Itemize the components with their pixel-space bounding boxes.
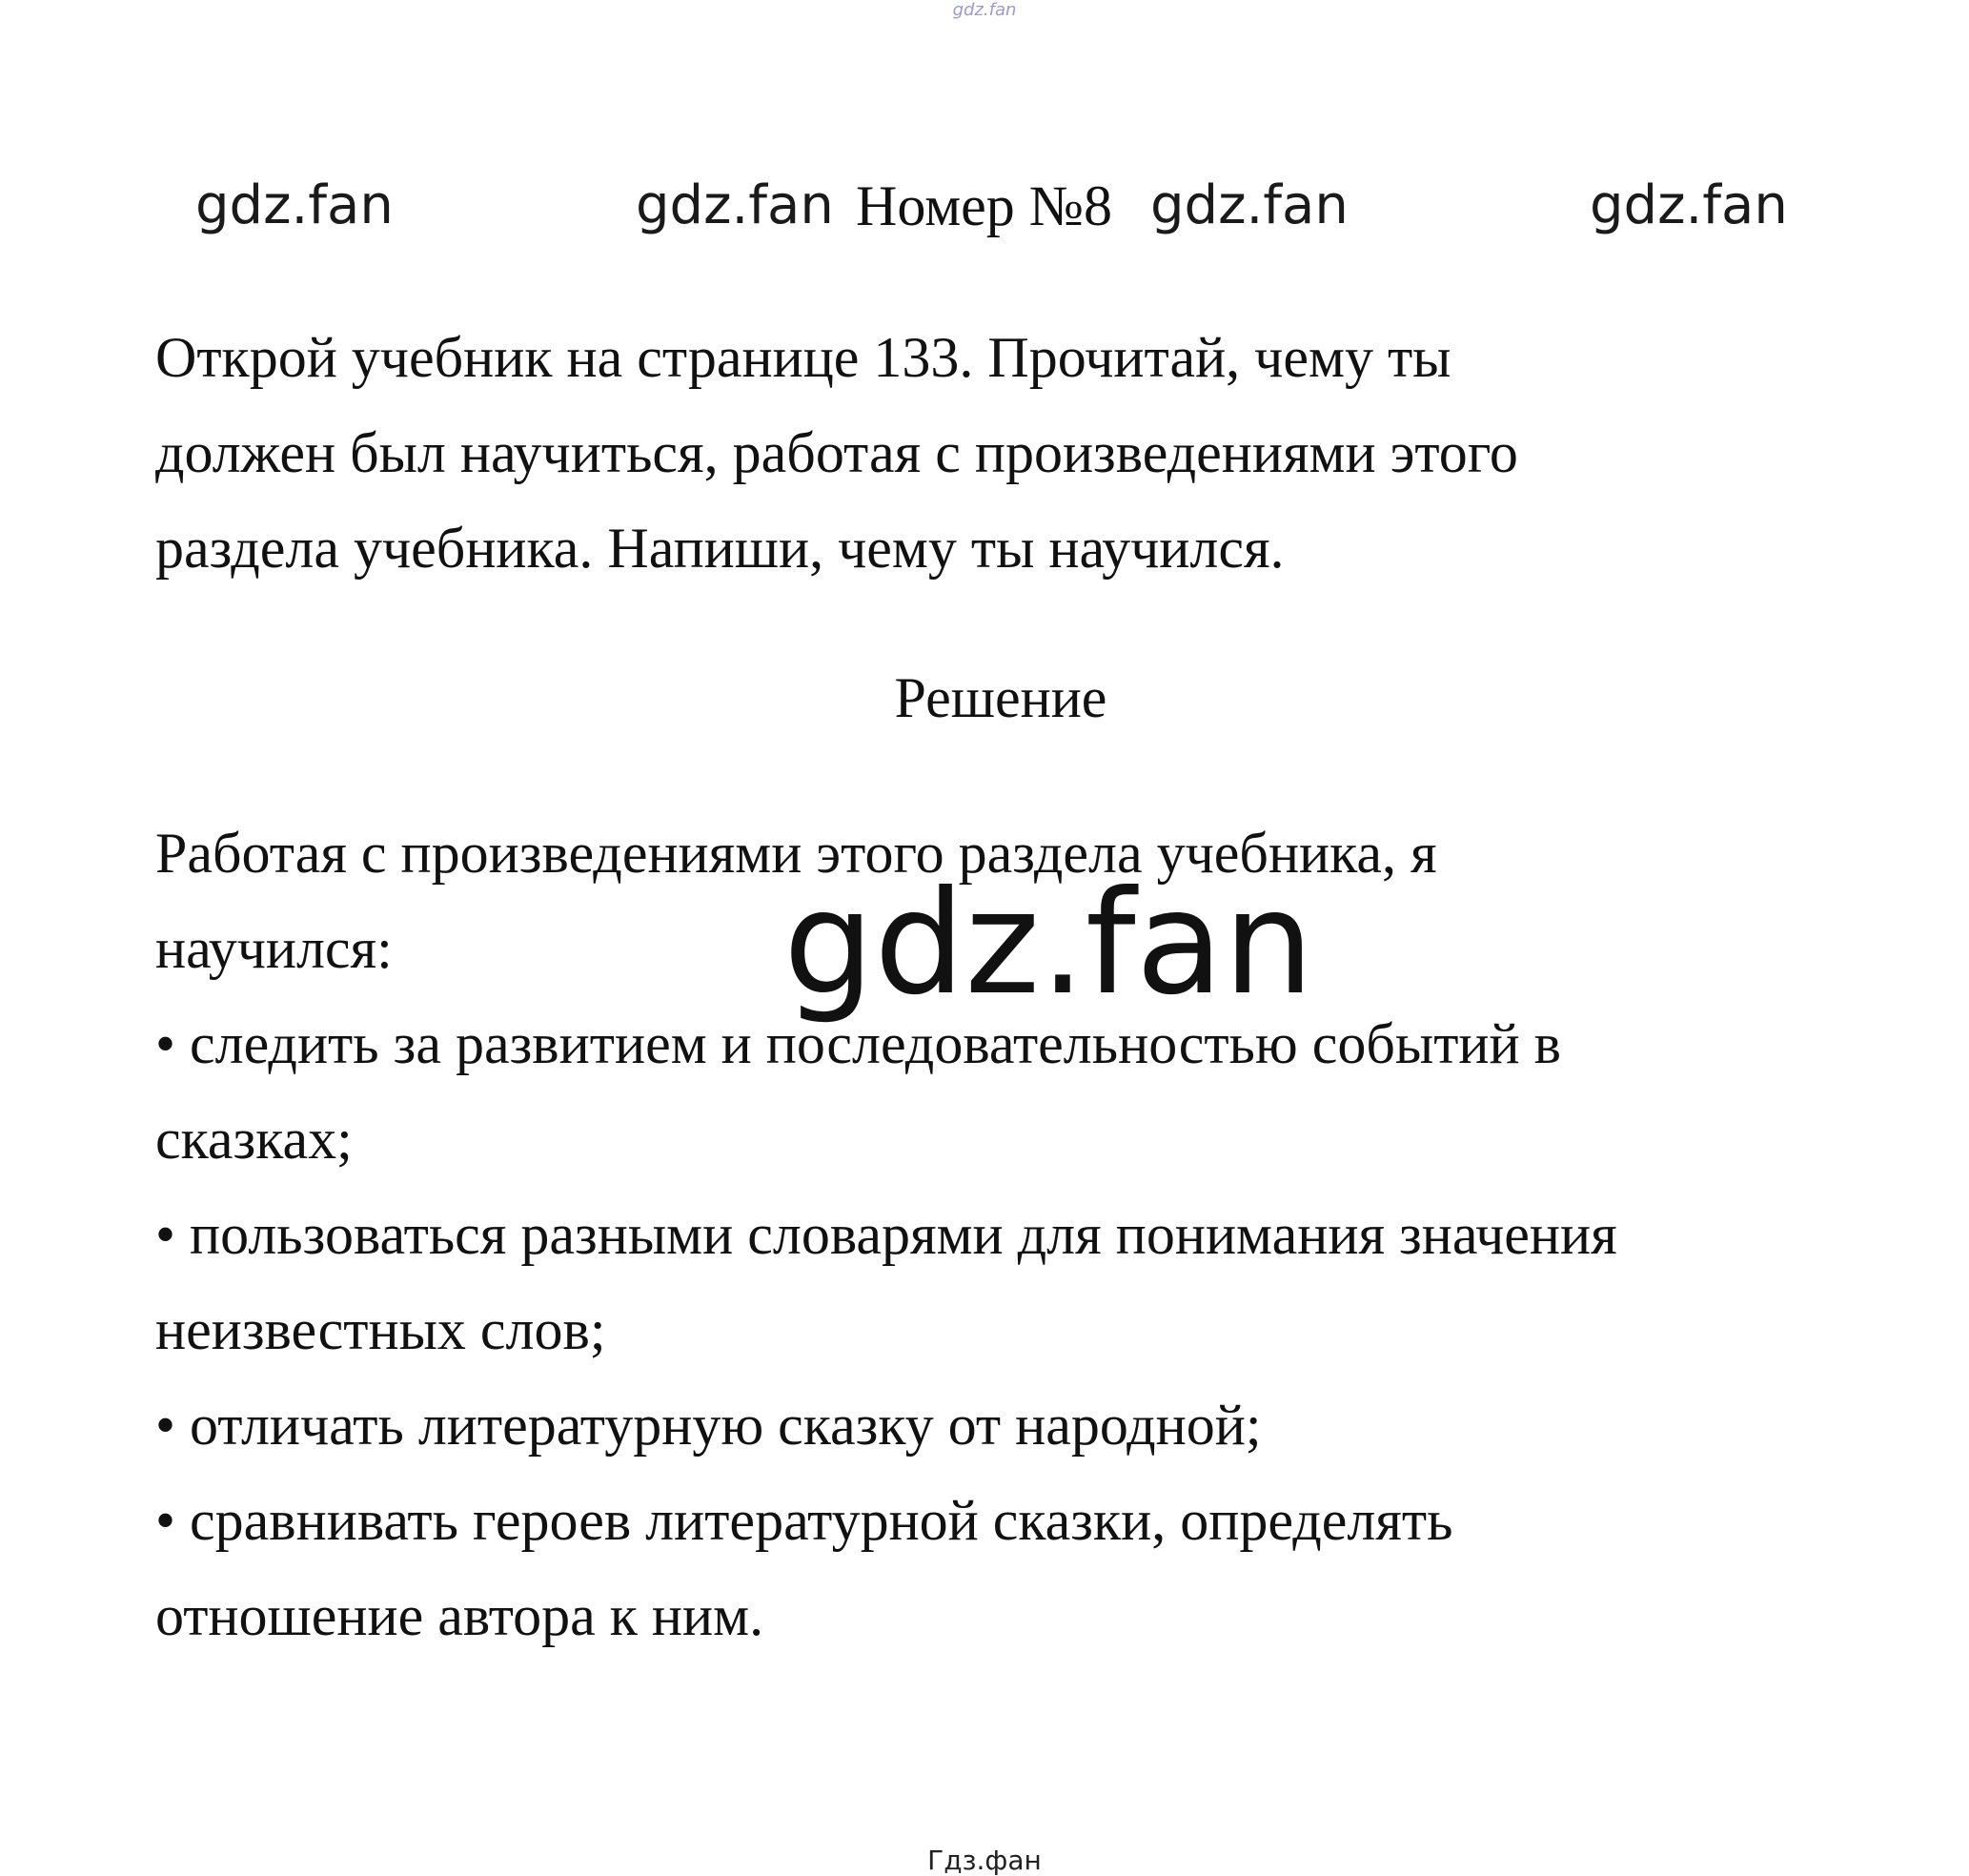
task-text <box>155 310 1518 596</box>
header-watermark-4: gdz.fan <box>1590 174 1788 236</box>
list-item <box>155 1377 1617 1473</box>
page-title: Номер №8 <box>856 174 1113 237</box>
task-line: должен был научиться, работая с произведениями этого <box>155 421 1518 484</box>
list-item-line: • следить за развитием и последовательностью событий в <box>155 1012 1561 1075</box>
list-item-line: отношение автора к ним. <box>155 1584 764 1647</box>
center-watermark: gdz.fan <box>783 861 1314 1027</box>
list-item-line: • сравнивать героев литературной сказки, определять <box>155 1489 1453 1552</box>
answer-list <box>155 996 1617 1663</box>
list-item-line: сказках; <box>155 1108 353 1171</box>
list-item <box>155 1473 1617 1663</box>
top-watermark: gdz.fan <box>952 0 1017 20</box>
task-line: Открой учебник на странице 133. Прочитай, чему ты <box>155 326 1451 389</box>
footer-watermark: Гдз.фан <box>927 1845 1042 1876</box>
list-item-line: неизвестных слов; <box>155 1298 606 1361</box>
header-watermark-1: gdz.fan <box>195 174 394 236</box>
list-item-line: • пользоваться разными словарями для понимания значения <box>155 1203 1617 1266</box>
task-line: раздела учебника. Напиши, чему ты научился. <box>155 517 1285 580</box>
list-item-line: • отличать литературную сказку от народной; <box>155 1394 1262 1457</box>
header-watermark-2: gdz.fan <box>636 174 834 236</box>
list-item <box>155 1187 1617 1377</box>
answer-intro-line: научился: <box>155 917 393 980</box>
header-watermark-3: gdz.fan <box>1150 174 1349 236</box>
solution-heading: Решение <box>894 666 1107 729</box>
answer-intro-line: Работая с произведениями этого раздела учебника, я <box>155 822 1437 885</box>
